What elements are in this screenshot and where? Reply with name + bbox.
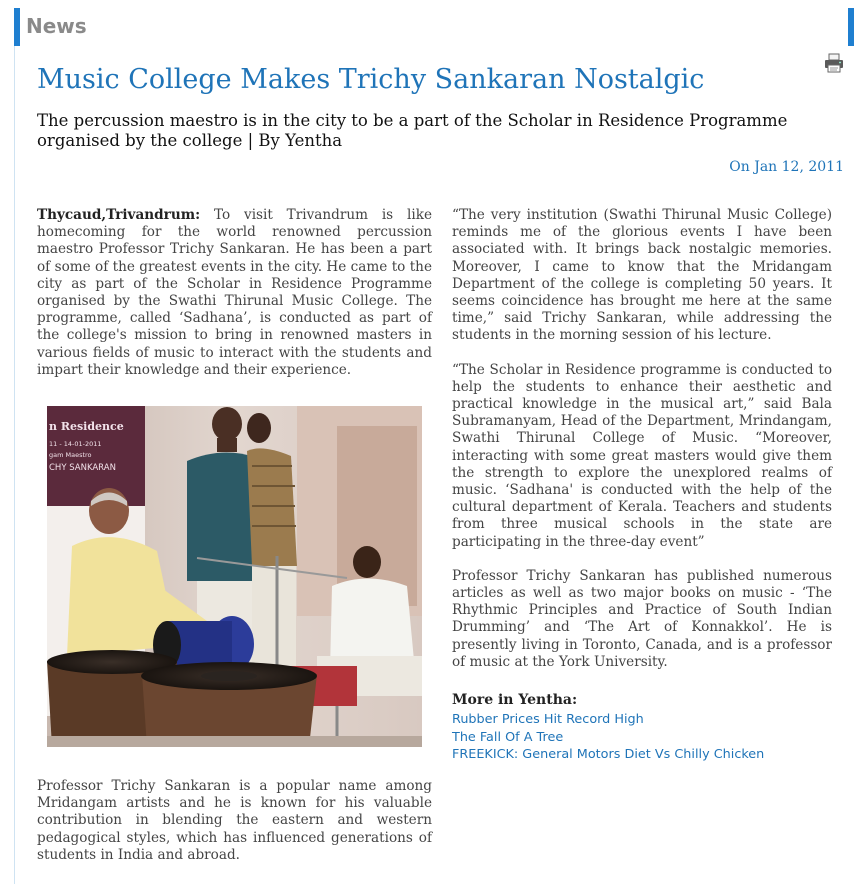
printer-icon[interactable] — [824, 53, 844, 73]
quote-paragraph-2: “The Scholar in Residence programme is conducted to help the students to enhance their aesthetic and practical knowledge in the musical art,” said Bala Subramanyam, Head of the Department, Mrindangam, Swathi Thirunal College of Music. “Moreover, interacting with some great masters would give them the strength to explore the unexplored realms of music. ‘Sadhana' is conducted with the help of the cultural department of Kerala. Teachers and students from three musical schools in the state are participating in the three-day event” — [452, 361, 832, 550]
banner-text-2: 11 - 14-01-2011 — [49, 440, 102, 448]
left-column-bio — [37, 778, 432, 864]
books-paragraph: Professor Trichy Sankaran has published numerous articles as well as two major books on music - ‘The Rhythmic Principles and Practice of South Indian Drumming’ and ‘The Art of Konnakkol’. He is presently living in Toronto, Canada, and is a professor of music at the York University. — [452, 567, 832, 670]
bio-paragraph: Professor Trichy Sankaran is a popular name among Mridangam artists and he is known for his valuable contribution in blending the eastern and western pedagogical styles, which has influenced generations of students in India and abroad. — [37, 778, 432, 863]
article-title: Music College Makes Trichy Sankaran Nostalgic — [37, 64, 705, 95]
left-column-intro — [37, 207, 432, 379]
more-link-item[interactable]: Rubber Prices Hit Record High — [452, 712, 644, 728]
intro-paragraph — [37, 207, 432, 379]
article-photo — [47, 406, 422, 747]
more-links-list — [452, 711, 832, 764]
article-subtitle: The percussion maestro is in the city to be a part of the Scholar in Residence Programme organised by the college | By Yentha — [37, 111, 788, 150]
right-column — [452, 207, 832, 671]
banner-text-1: n Residence — [49, 420, 124, 433]
more-link-item[interactable]: FREEKICK: General Motors Diet Vs Chilly Chicken — [452, 747, 765, 763]
left-divider — [14, 46, 15, 884]
section-accent-bar — [14, 8, 20, 46]
section-accent-bar-right — [848, 8, 854, 46]
quote-paragraph-1: “The very institution (Swathi Thirunal Music College) reminds me of the glorious events I have been associated with. It brings back nostalgic memories. Moreover, I came to know that the Mridangam Department of the college is completing 50 years. It seems coincidence has brought me here at the same time,” said Trichy Sankaran, while addressing the students in the morning session of his lecture. — [452, 207, 832, 344]
more-link-item[interactable]: The Fall Of A Tree — [452, 729, 564, 745]
article-date: On Jan 12, 2011 — [729, 159, 844, 175]
intro-text: To visit Trivandrum is like homecoming for the world renowned percussion maestro Professor Trichy Sankaran. He has been a part of some of the greatest events in the city. He came to the city as part of the Scholar in Residence Programme organised by the Swathi Thirunal Music College. The programme, called ‘Sadhana’, is conducted as part of the college's mission to bring in renowned masters in various fields of music to interact with the students and impart their knowledge and their experience. — [37, 207, 432, 378]
banner-text-4: CHY SANKARAN — [49, 463, 116, 473]
more-title: More in Yentha: — [452, 692, 578, 708]
banner-text-3: gam Maestro — [49, 451, 92, 459]
section-label: News — [26, 14, 87, 38]
more-section — [452, 692, 832, 764]
dateline: Thycaud,Trivandrum: — [37, 207, 201, 223]
